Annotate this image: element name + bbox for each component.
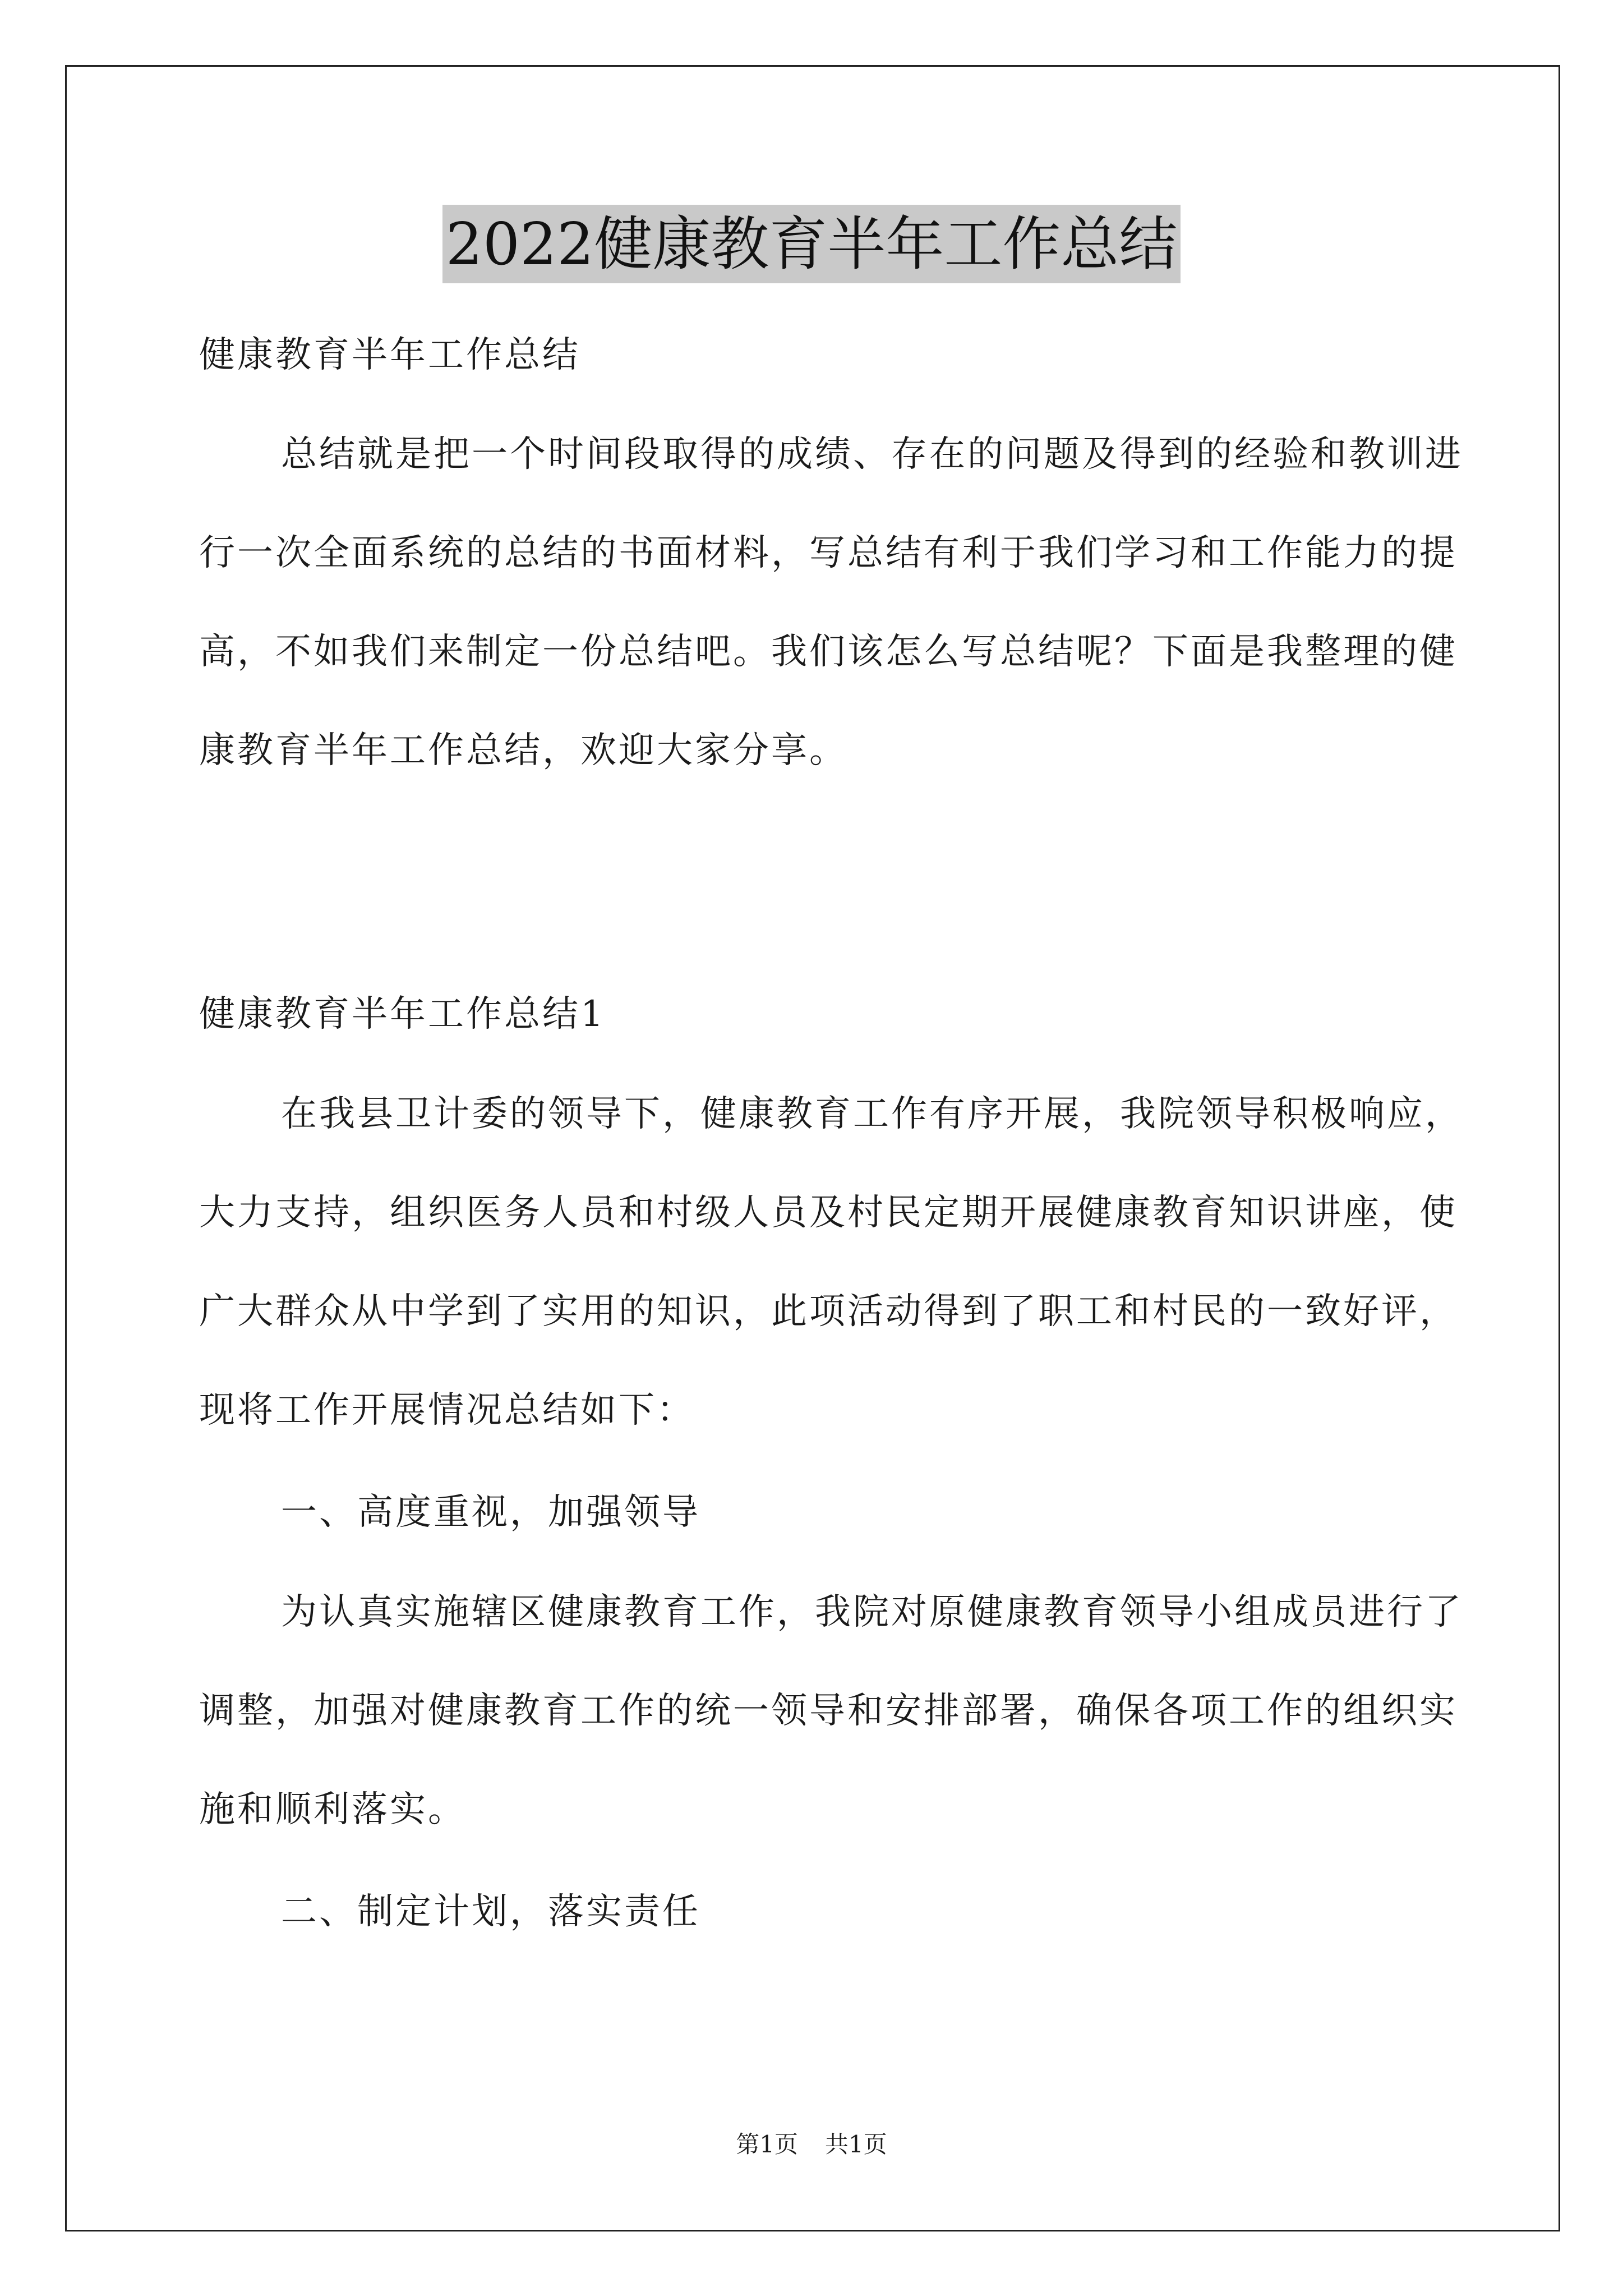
page-footer	[0, 2126, 1623, 2160]
title-container	[0, 205, 1623, 283]
page-total: 共1页	[825, 2131, 887, 2158]
point-paragraph-1: 为认真实施辖区健康教育工作，我院对原健康教育领导小组成员进行了调整，加强对健康教育工作的统一领导和安排部署，确保各项工作的组织实施和顺利落实。	[199, 1591, 1463, 1830]
intro-paragraph: 总结就是把一个时间段取得的成绩、存在的问题及得到的经验和教训进行一次全面系统的总结的书面材料，写总结有利于我们学习和工作能力的提高，不如我们来制定一份总结吧。我们该怎么写总结呢？下面是我整理的健康教育半年工作总结，欢迎大家分享。	[199, 434, 1463, 771]
page-number: 第1页	[736, 2131, 798, 2158]
section-paragraph: 在我县卫计委的领导下，健康教育工作有序开展，我院领导积极响应，大力支持，组织医务人员和村级人员及村民定期开展健康教育知识讲座，使广大群众从中学到了实用的知识，此项活动得到了职工和村民的一致好评，现将工作开展情况总结如下：	[199, 1093, 1463, 1431]
document-title: 2022健康教育半年工作总结	[442, 205, 1181, 283]
point-heading-1: 一、高度重视，加强领导	[281, 1492, 700, 1533]
point-heading-2: 二、制定计划，落实责任	[281, 1891, 700, 1932]
subtitle: 健康教育半年工作总结	[199, 334, 580, 376]
section-heading: 健康教育半年工作总结1	[199, 993, 606, 1035]
